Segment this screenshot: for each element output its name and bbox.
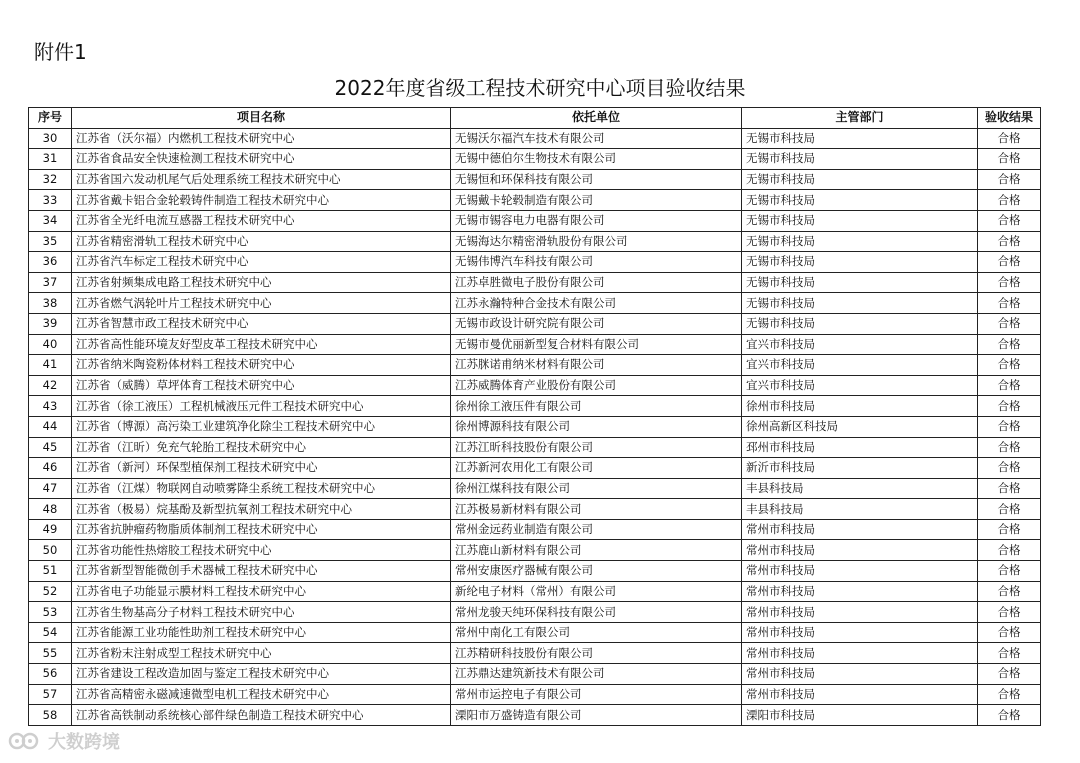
index-cell: 36 xyxy=(29,252,72,273)
project-name-cell: 江苏省粉末注射成型工程技术研究中心 xyxy=(72,643,451,664)
table-row xyxy=(29,458,1041,479)
result-cell: 合格 xyxy=(978,396,1041,417)
index-cell: 42 xyxy=(29,375,72,396)
table-row xyxy=(29,210,1041,231)
table-row xyxy=(29,313,1041,334)
table-row xyxy=(29,252,1041,273)
table-header-row xyxy=(29,108,1041,129)
index-cell: 45 xyxy=(29,437,72,458)
department-cell: 无锡市科技局 xyxy=(742,149,978,170)
table-row xyxy=(29,437,1041,458)
department-cell: 丰县科技局 xyxy=(742,478,978,499)
result-cell: 合格 xyxy=(978,684,1041,705)
project-name-cell: 江苏省（新河）环保型植保剂工程技术研究中心 xyxy=(72,458,451,479)
organization-cell: 江苏脒诺甫纳米材料有限公司 xyxy=(451,355,742,376)
table-row xyxy=(29,272,1041,293)
organization-cell: 徐州徐工液压件有限公司 xyxy=(451,396,742,417)
brand-logo-icon xyxy=(8,728,42,754)
department-cell: 常州市科技局 xyxy=(742,643,978,664)
department-cell: 无锡市科技局 xyxy=(742,313,978,334)
project-name-cell: 江苏省建设工程改造加固与鉴定工程技术研究中心 xyxy=(72,664,451,685)
index-cell: 43 xyxy=(29,396,72,417)
organization-cell: 无锡市政设计研究院有限公司 xyxy=(451,313,742,334)
index-cell: 53 xyxy=(29,602,72,623)
project-name-cell: 江苏省国六发动机尾气后处理系统工程技术研究中心 xyxy=(72,169,451,190)
department-cell: 常州市科技局 xyxy=(742,581,978,602)
result-cell: 合格 xyxy=(978,664,1041,685)
result-cell: 合格 xyxy=(978,458,1041,479)
index-cell: 46 xyxy=(29,458,72,479)
organization-cell: 无锡市锡容电力电器有限公司 xyxy=(451,210,742,231)
index-cell: 38 xyxy=(29,293,72,314)
table-row xyxy=(29,643,1041,664)
department-cell: 常州市科技局 xyxy=(742,684,978,705)
index-cell: 57 xyxy=(29,684,72,705)
result-cell: 合格 xyxy=(978,313,1041,334)
attachment-label: 附件1 xyxy=(34,40,87,64)
organization-cell: 徐州博源科技有限公司 xyxy=(451,416,742,437)
result-cell: 合格 xyxy=(978,519,1041,540)
column-header-result: 验收结果 xyxy=(978,108,1041,129)
index-cell: 48 xyxy=(29,499,72,520)
column-header-department: 主管部门 xyxy=(742,108,978,129)
project-name-cell: 江苏省食品安全快速检测工程技术研究中心 xyxy=(72,149,451,170)
project-name-cell: 江苏省电子功能显示膜材料工程技术研究中心 xyxy=(72,581,451,602)
organization-cell: 江苏永瀚特种合金技术有限公司 xyxy=(451,293,742,314)
index-cell: 35 xyxy=(29,231,72,252)
index-cell: 37 xyxy=(29,272,72,293)
organization-cell: 常州安康医疗器械有限公司 xyxy=(451,561,742,582)
column-header-organization: 依托单位 xyxy=(451,108,742,129)
page-title: 2022年度省级工程技术研究中心项目验收结果 xyxy=(334,76,746,100)
organization-cell: 新纶电子材料（常州）有限公司 xyxy=(451,581,742,602)
project-name-cell: 江苏省精密滑轨工程技术研究中心 xyxy=(72,231,451,252)
index-cell: 44 xyxy=(29,416,72,437)
index-cell: 39 xyxy=(29,313,72,334)
result-cell: 合格 xyxy=(978,190,1041,211)
table-row xyxy=(29,581,1041,602)
result-cell: 合格 xyxy=(978,540,1041,561)
table-row xyxy=(29,293,1041,314)
result-cell: 合格 xyxy=(978,478,1041,499)
project-name-cell: 江苏省生物基高分子材料工程技术研究中心 xyxy=(72,602,451,623)
table-row xyxy=(29,602,1041,623)
department-cell: 常州市科技局 xyxy=(742,540,978,561)
project-name-cell: 江苏省高铁制动系统核心部件绿色制造工程技术研究中心 xyxy=(72,705,451,726)
table-row xyxy=(29,396,1041,417)
table-row xyxy=(29,169,1041,190)
department-cell: 常州市科技局 xyxy=(742,602,978,623)
result-cell: 合格 xyxy=(978,643,1041,664)
result-cell: 合格 xyxy=(978,355,1041,376)
table-row xyxy=(29,622,1041,643)
result-cell: 合格 xyxy=(978,581,1041,602)
department-cell: 徐州市科技局 xyxy=(742,396,978,417)
index-cell: 56 xyxy=(29,664,72,685)
index-cell: 34 xyxy=(29,210,72,231)
table-row xyxy=(29,664,1041,685)
department-cell: 溧阳市科技局 xyxy=(742,705,978,726)
project-name-cell: 江苏省燃气涡轮叶片工程技术研究中心 xyxy=(72,293,451,314)
organization-cell: 江苏鹿山新材料有限公司 xyxy=(451,540,742,561)
organization-cell: 溧阳市万盛铸造有限公司 xyxy=(451,705,742,726)
table-row xyxy=(29,355,1041,376)
index-cell: 50 xyxy=(29,540,72,561)
organization-cell: 无锡沃尔福汽车技术有限公司 xyxy=(451,128,742,149)
organization-cell: 无锡戴卡轮毂制造有限公司 xyxy=(451,190,742,211)
index-cell: 51 xyxy=(29,561,72,582)
project-name-cell: 江苏省能源工业功能性助剂工程技术研究中心 xyxy=(72,622,451,643)
table-row xyxy=(29,499,1041,520)
project-name-cell: 江苏省（博源）高污染工业建筑净化除尘工程技术研究中心 xyxy=(72,416,451,437)
index-cell: 52 xyxy=(29,581,72,602)
department-cell: 常州市科技局 xyxy=(742,664,978,685)
index-cell: 30 xyxy=(29,128,72,149)
result-cell: 合格 xyxy=(978,375,1041,396)
project-name-cell: 江苏省（沃尔福）内燃机工程技术研究中心 xyxy=(72,128,451,149)
index-cell: 49 xyxy=(29,519,72,540)
organization-cell: 常州金远药业制造有限公司 xyxy=(451,519,742,540)
table-row xyxy=(29,149,1041,170)
watermark xyxy=(8,728,120,754)
table-row xyxy=(29,416,1041,437)
result-cell: 合格 xyxy=(978,272,1041,293)
index-cell: 55 xyxy=(29,643,72,664)
index-cell: 41 xyxy=(29,355,72,376)
department-cell: 无锡市科技局 xyxy=(742,210,978,231)
result-cell: 合格 xyxy=(978,149,1041,170)
department-cell: 常州市科技局 xyxy=(742,561,978,582)
organization-cell: 常州龙骏天纯环保科技有限公司 xyxy=(451,602,742,623)
table-row xyxy=(29,561,1041,582)
column-header-project: 项目名称 xyxy=(72,108,451,129)
organization-cell: 江苏新河农用化工有限公司 xyxy=(451,458,742,479)
index-cell: 40 xyxy=(29,334,72,355)
project-name-cell: 江苏省（威腾）草坪体育工程技术研究中心 xyxy=(72,375,451,396)
project-name-cell: 江苏省新型智能微创手术器械工程技术研究中心 xyxy=(72,561,451,582)
index-cell: 58 xyxy=(29,705,72,726)
table-row xyxy=(29,478,1041,499)
department-cell: 新沂市科技局 xyxy=(742,458,978,479)
department-cell: 无锡市科技局 xyxy=(742,231,978,252)
department-cell: 宜兴市科技局 xyxy=(742,375,978,396)
table-row xyxy=(29,519,1041,540)
result-cell: 合格 xyxy=(978,210,1041,231)
department-cell: 徐州高新区科技局 xyxy=(742,416,978,437)
table-row xyxy=(29,684,1041,705)
department-cell: 无锡市科技局 xyxy=(742,293,978,314)
index-cell: 33 xyxy=(29,190,72,211)
organization-cell: 无锡伟博汽车科技有限公司 xyxy=(451,252,742,273)
result-cell: 合格 xyxy=(978,561,1041,582)
result-cell: 合格 xyxy=(978,334,1041,355)
result-cell: 合格 xyxy=(978,293,1041,314)
project-name-cell: 江苏省（极易）烷基酚及新型抗氧剂工程技术研究中心 xyxy=(72,499,451,520)
organization-cell: 常州市运控电子有限公司 xyxy=(451,684,742,705)
watermark-text: 大数跨境 xyxy=(48,732,120,753)
table-row xyxy=(29,231,1041,252)
table-row xyxy=(29,334,1041,355)
organization-cell: 江苏江昕科技股份有限公司 xyxy=(451,437,742,458)
project-name-cell: 江苏省智慧市政工程技术研究中心 xyxy=(72,313,451,334)
department-cell: 宜兴市科技局 xyxy=(742,355,978,376)
results-table xyxy=(28,107,1041,726)
organization-cell: 无锡海达尔精密滑轨股份有限公司 xyxy=(451,231,742,252)
index-cell: 47 xyxy=(29,478,72,499)
table-row xyxy=(29,190,1041,211)
department-cell: 常州市科技局 xyxy=(742,622,978,643)
department-cell: 无锡市科技局 xyxy=(742,252,978,273)
result-cell: 合格 xyxy=(978,169,1041,190)
column-header-index: 序号 xyxy=(29,108,72,129)
project-name-cell: 江苏省（江煤）物联网自动喷雾降尘系统工程技术研究中心 xyxy=(72,478,451,499)
project-name-cell: 江苏省抗肿瘤药物脂质体制剂工程技术研究中心 xyxy=(72,519,451,540)
project-name-cell: 江苏省纳米陶瓷粉体材料工程技术研究中心 xyxy=(72,355,451,376)
result-cell: 合格 xyxy=(978,252,1041,273)
table-row xyxy=(29,705,1041,726)
organization-cell: 无锡恒和环保科技有限公司 xyxy=(451,169,742,190)
department-cell: 丰县科技局 xyxy=(742,499,978,520)
table-row xyxy=(29,375,1041,396)
result-cell: 合格 xyxy=(978,622,1041,643)
organization-cell: 徐州江煤科技有限公司 xyxy=(451,478,742,499)
organization-cell: 江苏卓胜微电子股份有限公司 xyxy=(451,272,742,293)
result-cell: 合格 xyxy=(978,416,1041,437)
project-name-cell: 江苏省（徐工液压）工程机械液压元件工程技术研究中心 xyxy=(72,396,451,417)
result-cell: 合格 xyxy=(978,231,1041,252)
department-cell: 无锡市科技局 xyxy=(742,169,978,190)
index-cell: 32 xyxy=(29,169,72,190)
organization-cell: 江苏威腾体育产业股份有限公司 xyxy=(451,375,742,396)
organization-cell: 江苏鼎达建筑新技术有限公司 xyxy=(451,664,742,685)
result-cell: 合格 xyxy=(978,705,1041,726)
department-cell: 宜兴市科技局 xyxy=(742,334,978,355)
department-cell: 常州市科技局 xyxy=(742,519,978,540)
department-cell: 无锡市科技局 xyxy=(742,272,978,293)
table-row xyxy=(29,128,1041,149)
department-cell: 无锡市科技局 xyxy=(742,190,978,211)
result-cell: 合格 xyxy=(978,499,1041,520)
project-name-cell: 江苏省汽车标定工程技术研究中心 xyxy=(72,252,451,273)
project-name-cell: 江苏省高精密永磁减速微型电机工程技术研究中心 xyxy=(72,684,451,705)
project-name-cell: 江苏省功能性热熔胶工程技术研究中心 xyxy=(72,540,451,561)
project-name-cell: 江苏省全光纤电流互感器工程技术研究中心 xyxy=(72,210,451,231)
organization-cell: 江苏精研科技股份有限公司 xyxy=(451,643,742,664)
index-cell: 54 xyxy=(29,622,72,643)
result-cell: 合格 xyxy=(978,437,1041,458)
project-name-cell: 江苏省戴卡铝合金轮毂铸件制造工程技术研究中心 xyxy=(72,190,451,211)
table-row xyxy=(29,540,1041,561)
organization-cell: 无锡市曼优丽新型复合材料有限公司 xyxy=(451,334,742,355)
department-cell: 无锡市科技局 xyxy=(742,128,978,149)
result-cell: 合格 xyxy=(978,602,1041,623)
result-cell: 合格 xyxy=(978,128,1041,149)
project-name-cell: 江苏省高性能环境友好型皮革工程技术研究中心 xyxy=(72,334,451,355)
organization-cell: 江苏极易新材料有限公司 xyxy=(451,499,742,520)
organization-cell: 无锡中德伯尔生物技术有限公司 xyxy=(451,149,742,170)
department-cell: 邳州市科技局 xyxy=(742,437,978,458)
organization-cell: 常州中南化工有限公司 xyxy=(451,622,742,643)
project-name-cell: 江苏省射频集成电路工程技术研究中心 xyxy=(72,272,451,293)
index-cell: 31 xyxy=(29,149,72,170)
project-name-cell: 江苏省（江昕）免充气轮胎工程技术研究中心 xyxy=(72,437,451,458)
